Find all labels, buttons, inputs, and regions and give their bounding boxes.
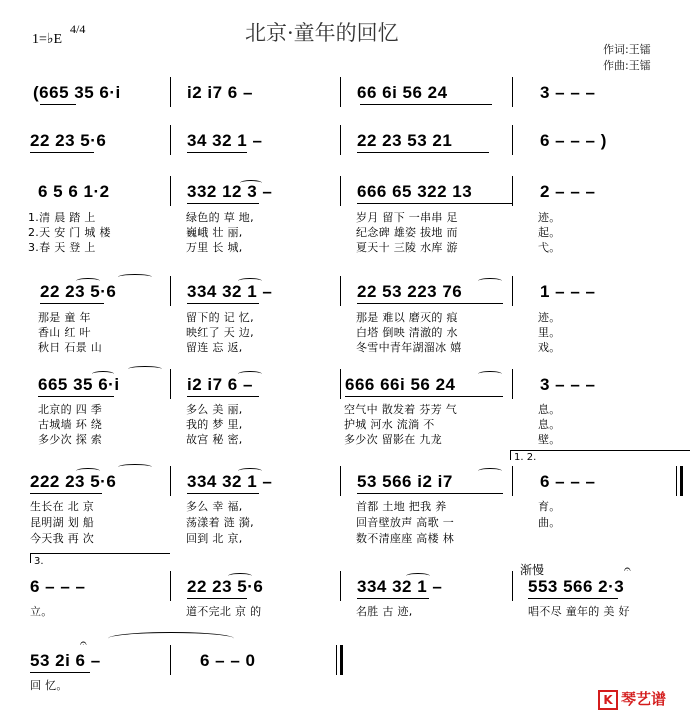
barline [170, 571, 171, 601]
logo-text: 琴艺谱 [621, 690, 667, 708]
lyric: 生长在 北 京 [30, 500, 95, 513]
barline [170, 276, 171, 306]
final-barline [336, 645, 337, 675]
tie [118, 464, 152, 470]
measure: 666 66i 56 24 [345, 375, 456, 394]
measure: 2 – – – [540, 182, 596, 201]
lyric: 古城墙 环 绕 [38, 418, 103, 431]
underline [187, 493, 259, 494]
measure: 553 566 2·3 [528, 577, 625, 596]
measure: 334 32 1 – [187, 472, 273, 491]
tie [478, 468, 502, 474]
volta-bracket [30, 553, 31, 563]
tie [238, 468, 262, 474]
tie [478, 371, 502, 377]
lyric: 留下的 记 忆, [186, 311, 254, 324]
lyric: 故宫 秘 密, [186, 433, 243, 446]
lyric: 万里 长 城, [186, 241, 243, 254]
volta-label: 1. 2. [514, 452, 537, 463]
lyric: 起。 [538, 226, 561, 239]
underline [187, 303, 259, 304]
lyric: 多么 幸 福, [186, 500, 243, 513]
barline [340, 125, 341, 155]
underline [357, 152, 489, 153]
measure: 334 32 1 – [357, 577, 443, 596]
tie [228, 573, 252, 579]
lyric: 那是 难以 磨灭的 痕 [356, 311, 458, 324]
tie [76, 468, 100, 474]
measure: 53 2i 6 – [30, 651, 101, 670]
tempo-marking: 渐慢 [520, 563, 545, 577]
lyric: 2.天 安 门 城 楼 [28, 226, 111, 239]
measure: 22 23 5·6 [30, 131, 107, 150]
tie [92, 371, 114, 377]
underline [357, 493, 503, 494]
lyric: 那是 童 年 [38, 311, 91, 324]
lyric: 巍峨 壮 丽, [186, 226, 243, 239]
underline [357, 203, 513, 204]
measure: 3 – – – [540, 83, 596, 102]
measure: 6 5 6 1·2 [38, 182, 110, 201]
measure: 22 53 223 76 [357, 282, 463, 301]
measure: i2 i7 6 – [187, 375, 253, 394]
measure: 6 – – – [540, 472, 596, 491]
barline [340, 369, 341, 399]
barline [170, 466, 171, 496]
lyric: 北京的 四 季 [38, 403, 103, 416]
barline [340, 466, 341, 496]
lyric: 多少次 探 索 [38, 433, 103, 446]
measure: 665 35 6·i [38, 375, 120, 394]
barline [170, 176, 171, 206]
lyric: 戏。 [538, 341, 561, 354]
barline [170, 645, 171, 675]
measure: 22 23 5·6 [187, 577, 264, 596]
measure: i2 i7 6 – [187, 83, 253, 102]
barline [512, 176, 513, 206]
barline [340, 176, 341, 206]
measure: 34 32 1 – [187, 131, 263, 150]
lyric: 岁月 留下 一串串 足 [356, 211, 458, 224]
underline [30, 672, 90, 673]
barline [340, 77, 341, 107]
tie [76, 278, 100, 284]
repeat-barline [676, 466, 677, 496]
lyric: 道不完北 京 的 [186, 605, 262, 618]
measure: 6 – – 0 [200, 651, 256, 670]
lyric: 名胜 古 迹, [356, 605, 413, 618]
composer-credit: 作曲:王镭 [603, 59, 651, 72]
tie [238, 371, 262, 377]
barline [340, 571, 341, 601]
measure: 666 65 322 13 [357, 182, 473, 201]
underline [357, 303, 503, 304]
underline [38, 396, 114, 397]
measure: 22 23 53 21 [357, 131, 453, 150]
underline [187, 152, 247, 153]
lyric: 绿色的 草 地, [186, 211, 254, 224]
lyric: 息。 [538, 403, 561, 416]
measure: 66 6i 56 24 [357, 83, 448, 102]
barline [170, 369, 171, 399]
measure: 332 12 3 – [187, 182, 273, 201]
barline [340, 276, 341, 306]
repeat-barline [680, 466, 683, 496]
lyric: 息。 [538, 418, 561, 431]
lyric: 数不清座座 高楼 林 [356, 532, 454, 545]
lyric: 荡漾着 涟 漪, [186, 516, 254, 529]
barline [170, 77, 171, 107]
lyric: 弋。 [538, 241, 561, 254]
measure: 6 – – – [30, 577, 86, 596]
lyric: 空气中 散发着 芬芳 气 [344, 403, 458, 416]
lyric: 秋日 石景 山 [38, 341, 103, 354]
lyric: 留连 忘 返, [186, 341, 243, 354]
barline [512, 466, 513, 496]
lyric: 立。 [30, 605, 53, 618]
volta-bracket [30, 553, 170, 554]
barline [512, 276, 513, 306]
volta-bracket [510, 450, 690, 451]
barline [512, 77, 513, 107]
lyric: 白塔 倒映 清澈的 水 [356, 326, 458, 339]
tie [118, 274, 152, 280]
key-signature: 1=♭E [32, 32, 63, 47]
barline [170, 125, 171, 155]
lyric: 里。 [538, 326, 561, 339]
lyric: 映红了 天 边, [186, 326, 254, 339]
barline [512, 369, 513, 399]
lyric: 1.清 晨 踏 上 [28, 211, 96, 224]
underline [187, 396, 259, 397]
underline [30, 152, 94, 153]
lyric: 育。 [538, 500, 561, 513]
lyric: 昆明湖 划 船 [30, 516, 95, 529]
volta-label: 3. [34, 556, 44, 567]
tie [240, 180, 262, 186]
logo-mark: K [598, 690, 618, 710]
lyric: 多么 美 丽, [186, 403, 243, 416]
lyric: 护城 河水 流淌 不 [344, 418, 435, 431]
lyric: 迹。 [538, 211, 561, 224]
lyric: 回 忆。 [30, 679, 68, 692]
fermata-icon: 𝄐 [80, 636, 87, 650]
lyricist-credit: 作词:王镭 [603, 43, 651, 56]
measure: 22 23 5·6 [40, 282, 117, 301]
page-title: 北京·童年的回忆 [245, 21, 399, 45]
measure: 6 – – – ) [540, 131, 607, 150]
barline [512, 125, 513, 155]
underline [357, 598, 429, 599]
volta-bracket [510, 450, 511, 460]
fermata-icon: 𝄐 [624, 562, 631, 576]
lyric: 唱不尽 童年的 美 好 [528, 605, 630, 618]
barline [512, 571, 513, 601]
underline [187, 598, 247, 599]
measure: 53 566 i2 i7 [357, 472, 453, 491]
underline [360, 104, 492, 105]
lyric: 夏天十 三陵 水库 游 [356, 241, 458, 254]
lyric: 首都 土地 把我 养 [356, 500, 447, 513]
lyric: 壁。 [538, 433, 561, 446]
lyric: 多少次 留影在 九龙 [344, 433, 442, 446]
lyric: 曲。 [538, 516, 561, 529]
underline [528, 598, 618, 599]
site-logo[interactable] [598, 688, 666, 710]
tie [478, 278, 502, 284]
final-barline [340, 645, 343, 675]
lyric: 回音壁放声 高歌 一 [356, 516, 454, 529]
lyric: 回到 北 京, [186, 532, 243, 545]
lyric: 迹。 [538, 311, 561, 324]
tie [238, 278, 262, 284]
tie [406, 573, 430, 579]
tie [128, 366, 162, 372]
measure: (665 35 6·i [33, 83, 121, 102]
time-signature: 4/4 [70, 22, 86, 36]
lyric: 3.春 天 登 上 [28, 241, 96, 254]
lyric: 纪念碑 雄姿 拔地 而 [356, 226, 458, 239]
underline [345, 396, 503, 397]
measure: 334 32 1 – [187, 282, 273, 301]
underline [187, 203, 259, 204]
measure: 222 23 5·6 [30, 472, 117, 491]
underline [40, 104, 76, 105]
lyric: 我的 梦 里, [186, 418, 243, 431]
measure: 3 – – – [540, 375, 596, 394]
lyric: 冬雪中青年湖溜冰 嬉 [356, 341, 462, 354]
measure: 1 – – – [540, 282, 596, 301]
tie [108, 632, 234, 645]
underline [30, 493, 102, 494]
underline [40, 303, 104, 304]
lyric: 香山 红 叶 [38, 326, 91, 339]
lyric: 今天我 再 次 [30, 532, 95, 545]
